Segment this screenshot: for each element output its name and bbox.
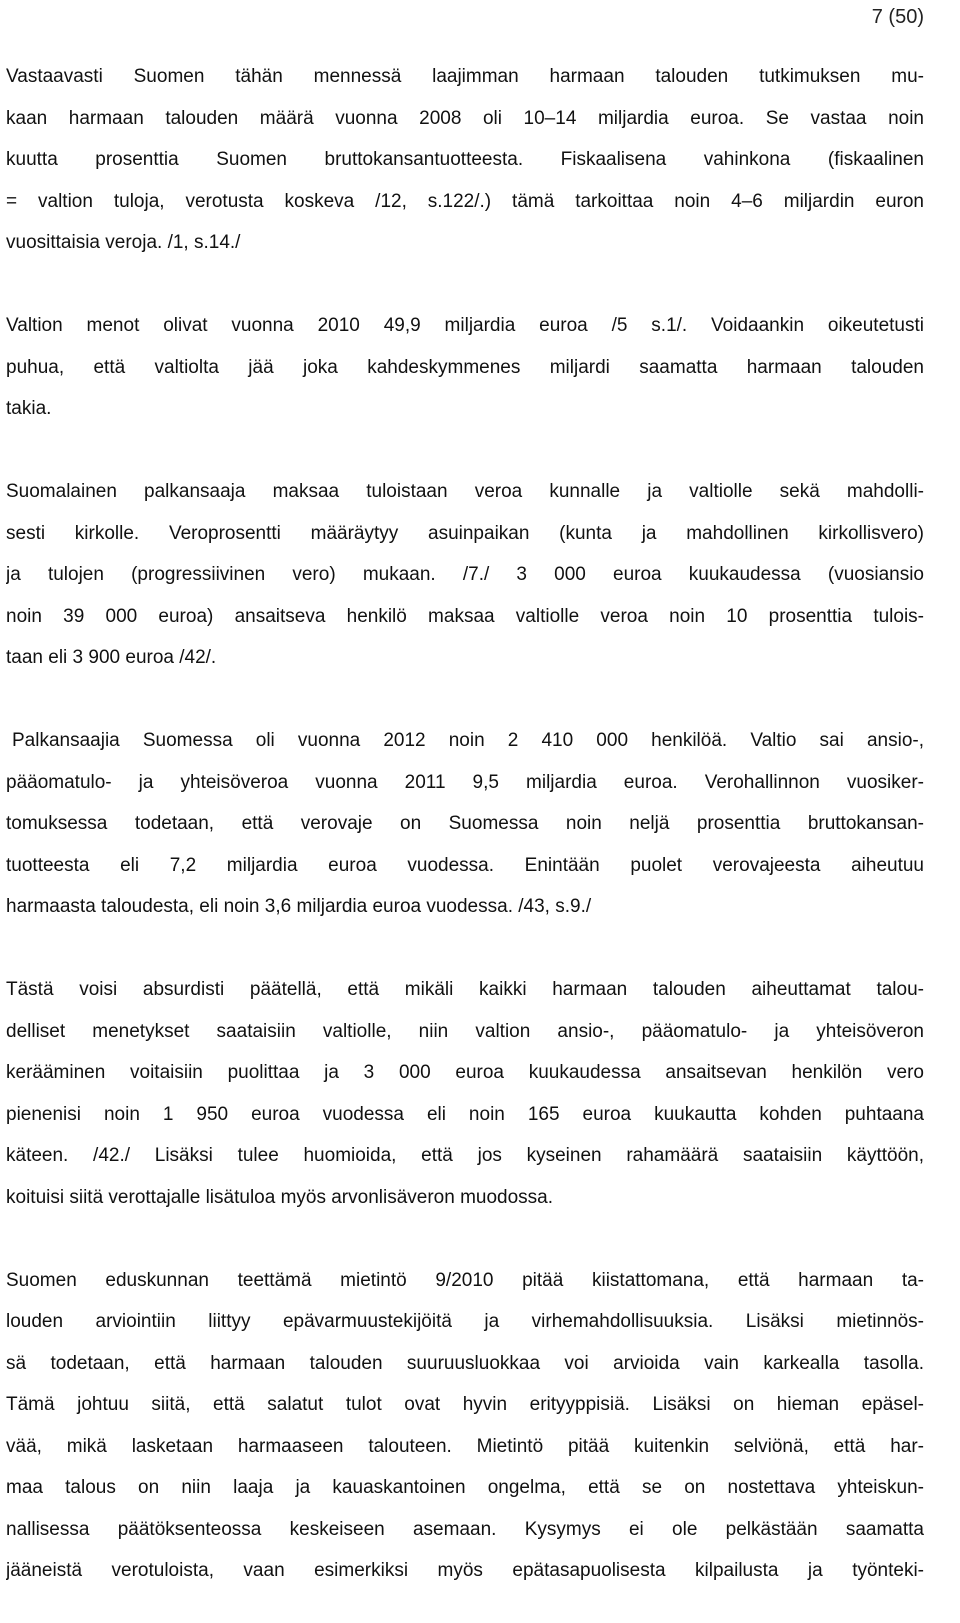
text-line: puhua, että valtiolta jää joka kahdeskymmenes miljardi saamatta harmaan talouden: [6, 356, 924, 378]
page-number: 7 (50): [871, 6, 924, 28]
paragraph-gap: [6, 928, 924, 970]
text-line: jääneistä verotuloista, vaan esimerkiksi myös epätasapuolisesta kilpailusta ja työnteki-: [6, 1560, 924, 1581]
text-line: tuotteesta eli 7,2 miljardia euroa vuodessa. Enintään puolet verovajeesta aiheutuu: [6, 854, 924, 876]
text-line: tomuksessa todetaan, että verovaje on Suomessa noin neljä prosenttia bruttokansan-: [6, 813, 924, 834]
text-line: delliset menetykset saataisiin valtiolle, niin valtion ansio-, pääomatulo- ja yhteisöveron: [6, 1020, 924, 1042]
text-line: Vastaavasti Suomen tähän mennessä laajimman harmaan talouden tutkimuksen mu-: [6, 66, 924, 87]
text-line: pääomatulo- ja yhteisöveroa vuonna 2011 9,5 miljardia euroa. Verohallinnon vuosiker-: [6, 771, 924, 793]
text-line: Valtion menot olivat vuonna 2010 49,9 miljardia euroa /5 s.1/. Voidaankin oikeutetusti: [6, 315, 924, 336]
paragraph-gap: [6, 430, 924, 472]
paragraph-gap: [6, 264, 924, 306]
text-line: kaan harmaan talouden määrä vuonna 2008 oli 10–14 miljardia euroa. Se vastaa noin: [6, 107, 924, 129]
text-line: käteen. /42./ Lisäksi tulee huomioida, että jos kyseinen rahamäärä saataisiin käyttöön,: [6, 1145, 924, 1166]
paragraph-palkansaajia-suomessa: [6, 720, 924, 928]
text-line: maa talous on niin laaja ja kauaskantoinen ongelma, että se on nostettava yhteiskun-: [6, 1477, 924, 1498]
text-line: sä todetaan, että harmaan talouden suuruusluokkaa voi arvioida vain karkealla tasolla.: [6, 1352, 924, 1374]
text-line: louden arviointiin liittyy epävarmuustekijöitä ja virhemahdollisuuksia. Lisäksi mietinnös-: [6, 1311, 924, 1332]
text-line: Palkansaajia Suomessa oli vuonna 2012 noin 2 410 000 henkilöä. Valtio sai ansio-,: [12, 730, 924, 751]
text-line: nallisessa päätöksenteossa keskeiseen asemaan. Kysymys ei ole pelkästään saamatta: [6, 1518, 924, 1540]
paragraph-valtion-menot: [6, 305, 924, 430]
text-line: taan eli 3 900 euroa /42/.: [6, 647, 217, 668]
paragraph-palkansaaja-verot: [6, 471, 924, 679]
text-line: kuutta prosenttia Suomen bruttokansantuotteesta. Fiskaalisena vahinkona (fiskaalinen: [6, 149, 924, 170]
text-line: takia.: [6, 398, 52, 419]
paragraph-eduskunnan-mietinto: [6, 1260, 924, 1592]
document-body: [6, 56, 924, 1592]
paragraph-absurdi-paatelma: [6, 969, 924, 1218]
text-line: Tästä voisi absurdisti päätellä, että mikäli kaikki harmaan talouden aiheuttamat talou-: [6, 979, 924, 1000]
paragraph-harmaa-talous-maara: [6, 56, 924, 264]
text-line: = valtion tuloja, verotusta koskeva /12, s.122/.) tämä tarkoittaa noin 4–6 miljardin euron: [6, 190, 924, 212]
text-line: Suomen eduskunnan teettämä mietintö 9/2010 pitää kiistattomana, että harmaan ta-: [6, 1269, 924, 1291]
text-line: Tämä johtuu siitä, että salatut tulot ovat hyvin erityyppisiä. Lisäksi on hieman epäsel-: [6, 1394, 924, 1415]
text-line: noin 39 000 euroa) ansaitseva henkilö maksaa valtiolle veroa noin 10 prosenttia tulois-: [6, 605, 924, 627]
text-line: vää, mikä lasketaan harmaaseen talouteen. Mietintö pitää kuitenkin selviönä, että har-: [6, 1435, 924, 1457]
text-line: sesti kirkolle. Veroprosentti määräytyy asuinpaikan (kunta ja mahdollinen kirkollisvero): [6, 522, 924, 544]
paragraph-gap: [6, 679, 924, 721]
text-line: pienenisi noin 1 950 euroa vuodessa eli noin 165 euroa kuukautta kohden puhtaana: [6, 1103, 924, 1125]
text-line: ja tulojen (progressiivinen vero) mukaan. /7./ 3 000 euroa kuukaudessa (vuosiansio: [6, 564, 924, 585]
text-line: koituisi siitä verottajalle lisätuloa myös arvonlisäveron muodossa.: [6, 1186, 554, 1208]
text-line: kerääminen voitaisiin puolittaa ja 3 000 euroa kuukaudessa ansaitsevan henkilön vero: [6, 1062, 924, 1083]
text-line: Suomalainen palkansaaja maksaa tuloistaan veroa kunnalle ja valtiolle sekä mahdolli-: [6, 481, 924, 502]
text-line: vuosittaisia veroja. /1, s.14./: [6, 232, 241, 253]
paragraph-gap: [6, 1218, 924, 1260]
text-line: harmaasta taloudesta, eli noin 3,6 miljardia euroa vuodessa. /43, s.9./: [6, 896, 592, 917]
